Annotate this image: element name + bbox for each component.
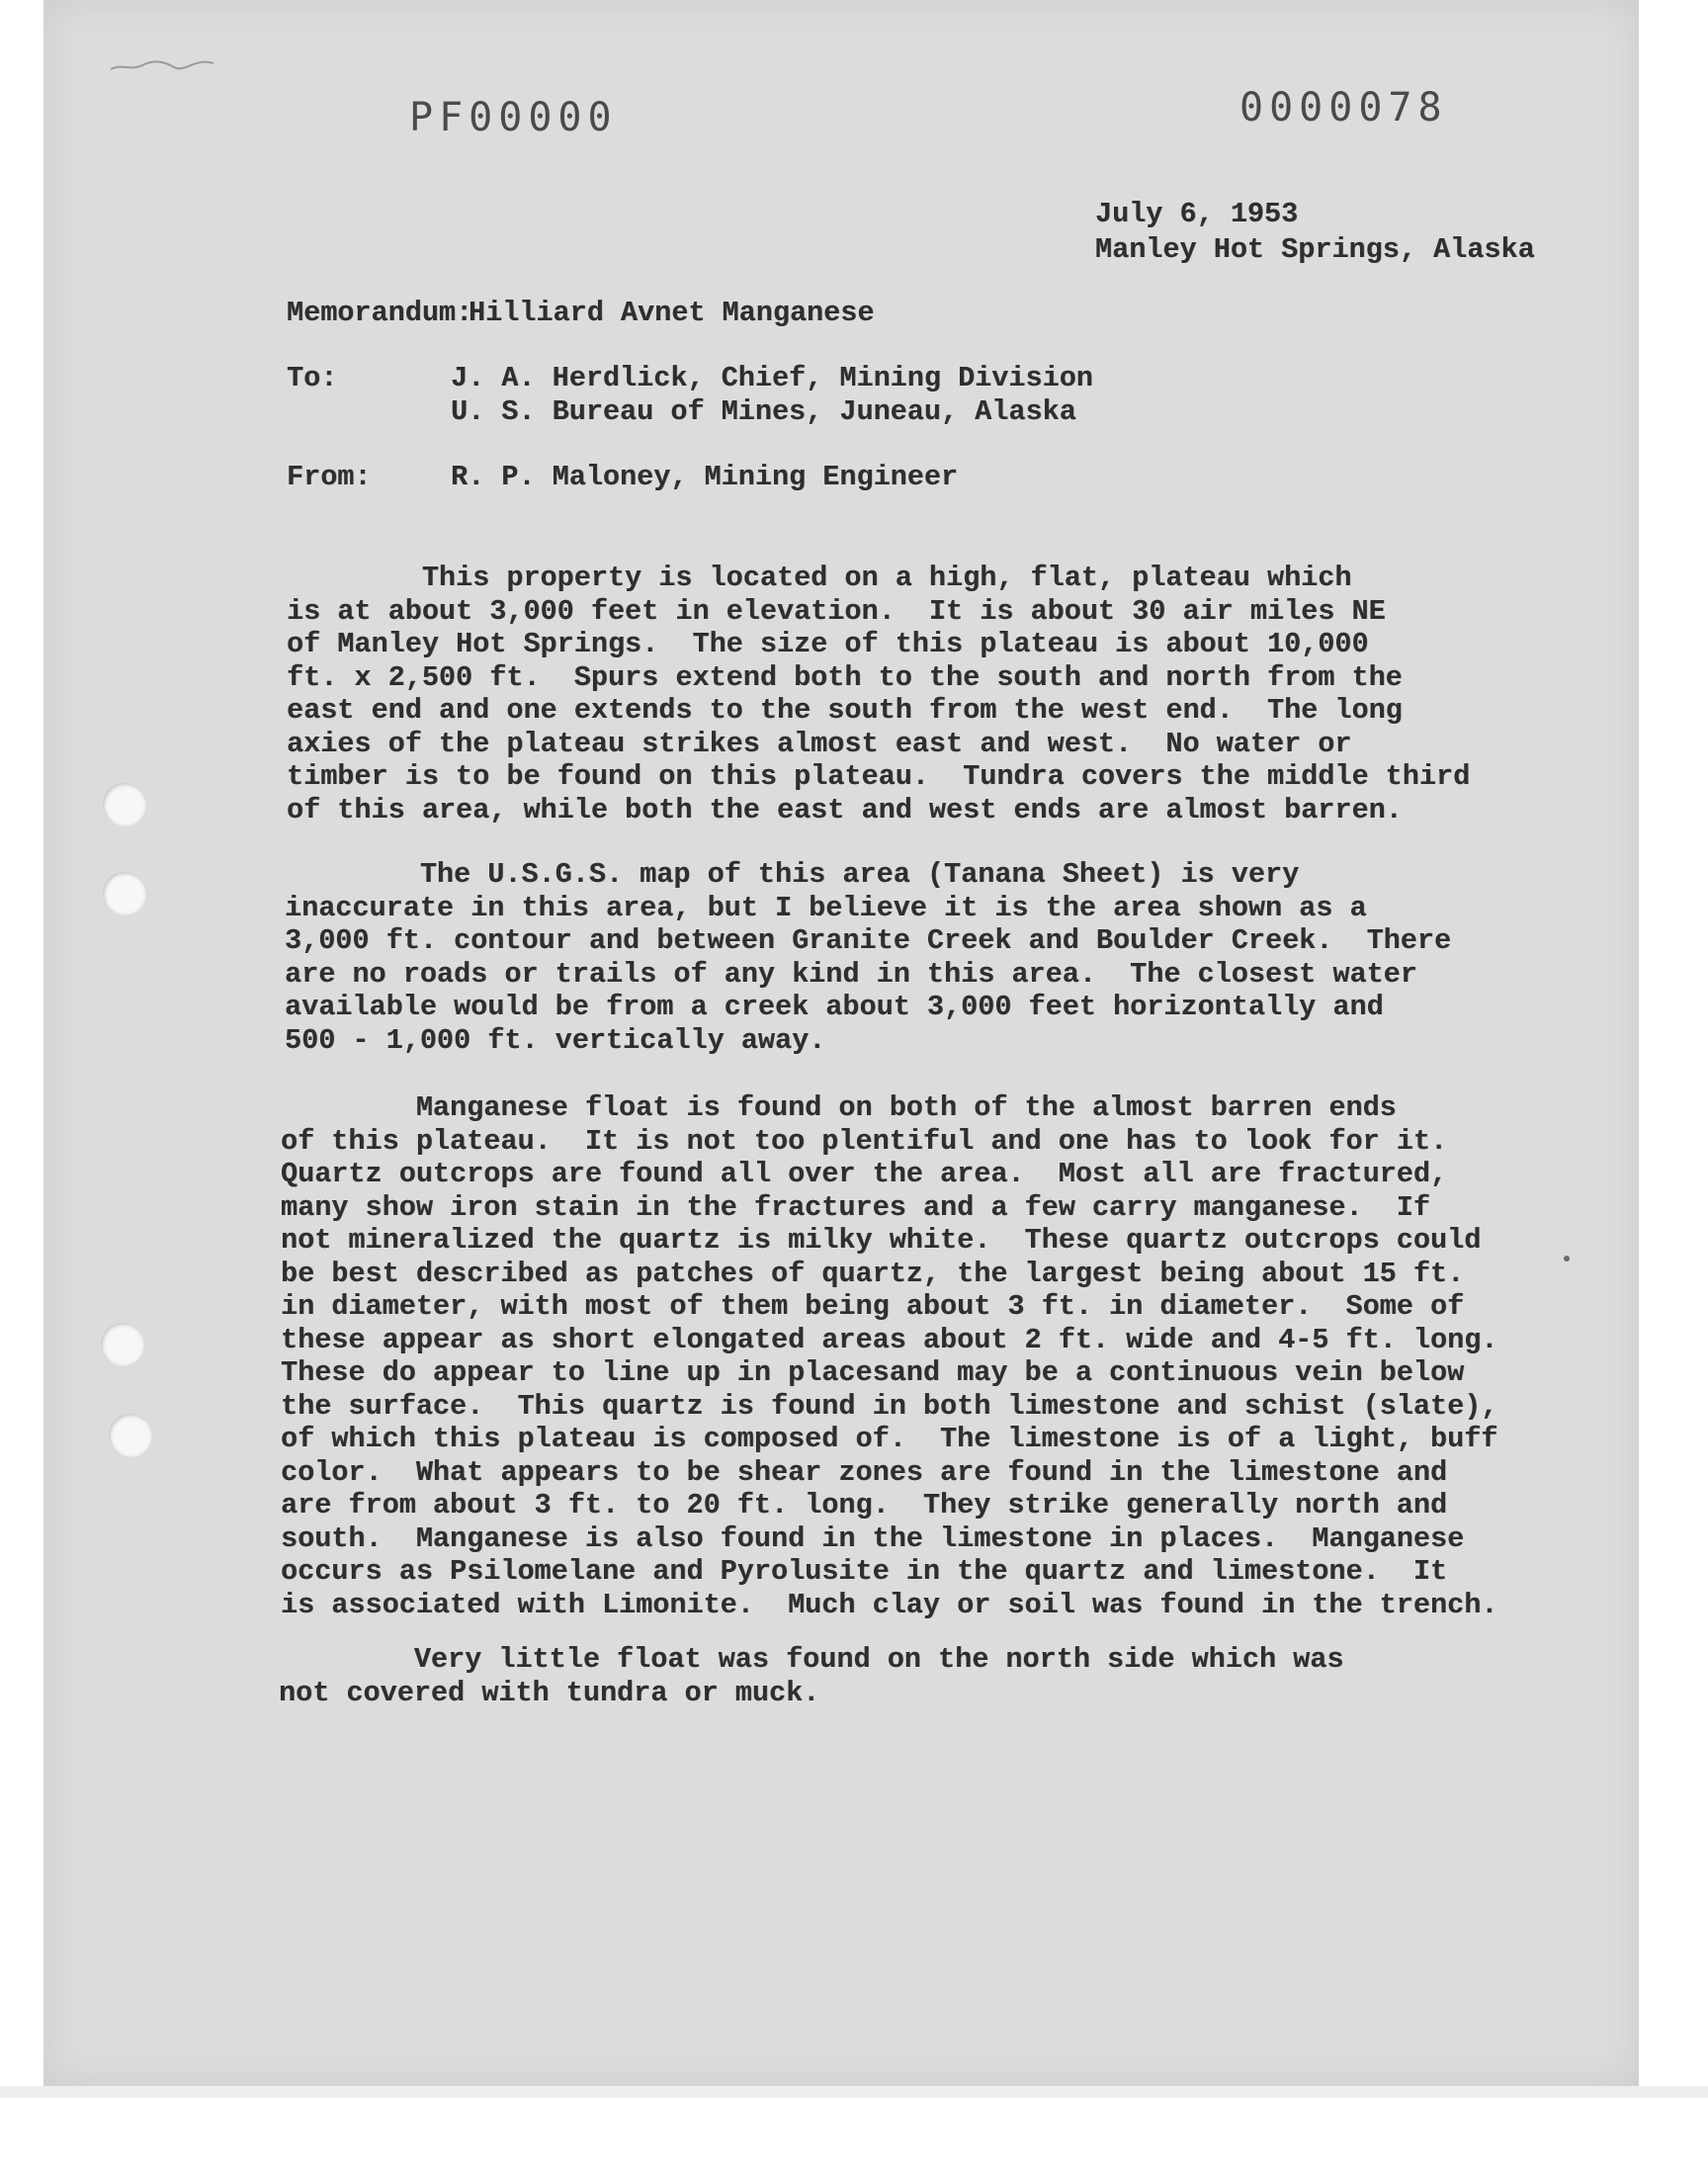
paragraph-line: This property is located on a high, flat, plateau which	[287, 562, 1352, 594]
paragraph-line: of this plateau. It is not too plentiful and one has to look for it.	[281, 1124, 1448, 1158]
paragraph-line: 500 - 1,000 ft. vertically away.	[285, 1023, 826, 1057]
from-label: From:	[287, 461, 372, 493]
paragraph-line: These do appear to line up in placesand may be a continuous vein below	[281, 1356, 1465, 1389]
document-stamp-right: 0000078	[1239, 85, 1448, 130]
paragraph-line: ft. x 2,500 ft. Spurs extend both to the south and north from the	[287, 660, 1403, 694]
body-paragraph-3	[281, 1091, 1498, 1621]
paragraph-line: 3,000 ft. contour and between Granite Creek and Boulder Creek. There	[285, 924, 1452, 957]
punch-hole-2	[103, 872, 146, 915]
pencil-scribble-mark	[109, 47, 217, 77]
paragraph-line: the surface. This quartz is found in both limestone and schist (slate),	[281, 1389, 1498, 1423]
paragraph-line: inaccurate in this area, but I believe it is the area shown as a	[285, 891, 1367, 924]
paragraph-line: not covered with tundra or muck.	[279, 1676, 820, 1709]
paragraph-line: Very little float was found on the north side which was	[279, 1643, 1344, 1676]
body-paragraph-4	[279, 1643, 1465, 1709]
memo-place: Manley Hot Springs, Alaska	[1095, 233, 1535, 266]
paragraph-line: be best described as patches of quartz, the largest being about 15 ft.	[281, 1257, 1465, 1290]
paragraph-line: The U.S.G.S. map of this area (Tanana Sheet) is very	[285, 858, 1300, 891]
body-paragraph-1	[287, 562, 1473, 826]
paragraph-line: many show iron stain in the fractures and a few carry manganese. If	[281, 1190, 1430, 1224]
to-line-1: J. A. Herdlick, Chief, Mining Division	[451, 362, 1093, 394]
paragraph-line: is at about 3,000 feet in elevation. It is about 30 air miles NE	[287, 594, 1386, 628]
paragraph-line: south. Manganese is also found in the limestone in places. Manganese	[281, 1522, 1465, 1555]
paragraph-line: east end and one extends to the south from the west end. The long	[287, 694, 1403, 727]
paragraph-line: are no roads or trails of any kind in this area. The closest water	[285, 957, 1417, 991]
memo-date: July 6, 1953	[1095, 198, 1299, 230]
punch-hole-3	[101, 1323, 144, 1366]
paragraph-line: is associated with Limonite. Much clay or soil was found in the trench.	[281, 1588, 1498, 1621]
paragraph-line: axies of the plateau strikes almost east and west. No water or	[287, 727, 1352, 760]
body-paragraph-2	[285, 858, 1471, 1057]
paragraph-line: occurs as Psilomelane and Pyrolusite in the quartz and limestone. It	[281, 1555, 1448, 1588]
paragraph-line: are from about 3 ft. to 20 ft. long. They strike generally north and	[281, 1489, 1448, 1522]
paragraph-line: Manganese float is found on both of the almost barren ends	[281, 1091, 1397, 1124]
paragraph-line: these appear as short elongated areas about 2 ft. wide and 4-5 ft. long.	[281, 1323, 1498, 1356]
from-value: R. P. Maloney, Mining Engineer	[451, 461, 959, 493]
paragraph-line: in diameter, with most of them being about 3 ft. in diameter. Some of	[281, 1290, 1465, 1323]
memo-label: Memorandum:	[287, 297, 473, 329]
punch-hole-1	[103, 783, 146, 826]
paragraph-line: color. What appears to be shear zones are found in the limestone and	[281, 1455, 1448, 1489]
punch-hole-4	[109, 1414, 152, 1457]
to-line-2: U. S. Bureau of Mines, Juneau, Alaska	[451, 395, 1076, 428]
paragraph-line: available would be from a creek about 3,000 feet horizontally and	[285, 991, 1384, 1023]
to-label: To:	[287, 362, 338, 394]
paragraph-line: of Manley Hot Springs. The size of this plateau is about 10,000	[287, 628, 1369, 660]
scan-bottom-edge	[0, 2086, 1708, 2098]
paragraph-line: timber is to be found on this plateau. Tundra covers the middle third	[287, 760, 1471, 793]
paragraph-line: not mineralized the quartz is milky white. These quartz outcrops could	[281, 1224, 1482, 1257]
document-stamp-left: PF00000	[409, 95, 618, 140]
scan-speck	[1564, 1256, 1570, 1262]
paragraph-line: of which this plateau is composed of. The limestone is of a light, buff	[281, 1423, 1498, 1455]
memo-subject: Hilliard Avnet Manganese	[469, 297, 875, 329]
paragraph-line: of this area, while both the east and west ends are almost barren.	[287, 793, 1403, 826]
paragraph-line: Quartz outcrops are found all over the area. Most all are fractured,	[281, 1158, 1448, 1190]
